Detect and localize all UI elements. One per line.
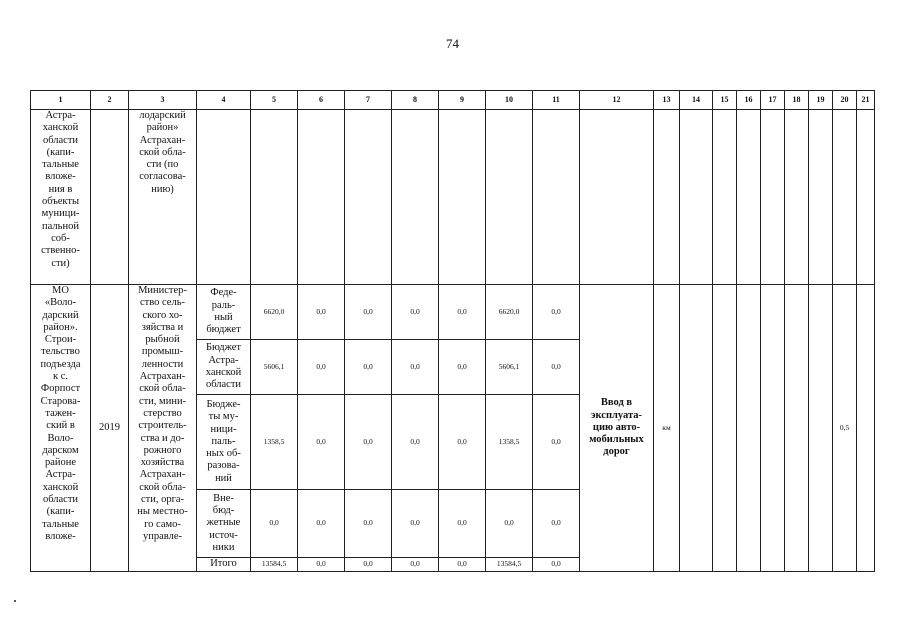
col-header-13: 13 <box>654 91 680 110</box>
empty-cell <box>809 285 833 572</box>
empty-cell <box>737 110 761 285</box>
col-header-6: 6 <box>298 91 345 110</box>
col-header-11: 11 <box>533 91 580 110</box>
page-number: 74 <box>446 36 459 51</box>
funding-row-federal <box>31 285 875 340</box>
amount-cell: 1358,5 <box>486 395 533 490</box>
col-header-15: 15 <box>713 91 737 110</box>
continued-object-name: Астра- ханской области (капи- тальные вложе- ния в объекты муници- пальной соб- ственно- сти) <box>31 110 91 285</box>
amount-cell: 0,0 <box>533 285 580 340</box>
funding-source: Вне- бюд- жетные источ- ники <box>197 490 251 558</box>
amount-cell: 0,0 <box>251 490 298 558</box>
col-header-20: 20 <box>833 91 857 110</box>
amount-cell: 0,0 <box>486 490 533 558</box>
empty-cell <box>785 285 809 572</box>
unit-cell: км <box>654 285 680 572</box>
empty-cell <box>680 110 713 285</box>
empty-cell <box>251 110 298 285</box>
amount-cell: 0,0 <box>439 558 486 572</box>
empty-cell <box>680 285 713 572</box>
amount-cell: 0,0 <box>439 490 486 558</box>
amount-cell: 0,0 <box>298 285 345 340</box>
amount-cell: 0,0 <box>439 395 486 490</box>
empty-cell <box>345 110 392 285</box>
year-cell: 2019 <box>91 285 129 572</box>
amount-cell: 13584,5 <box>251 558 298 572</box>
continued-executor: лодарский район» Астрахан- ской обла- сти (по согласова- нию) <box>129 110 197 285</box>
empty-cell <box>298 110 345 285</box>
amount-cell: 0,0 <box>345 558 392 572</box>
amount-cell: 0,0 <box>392 340 439 395</box>
amount-cell: 0,0 <box>392 395 439 490</box>
col-header-2: 2 <box>91 91 129 110</box>
continued-year-cell <box>91 110 129 285</box>
amount-cell: 0,0 <box>533 340 580 395</box>
col-header-14: 14 <box>680 91 713 110</box>
empty-cell <box>761 110 785 285</box>
col-header-8: 8 <box>392 91 439 110</box>
executor: Министер- ство сель- ского хо- зяйства и рыбной промыш- ленности Астрахан- ской обла- сти, мини- стерство строитель- ства и до- рожного хозяйства Астрахан- ской обла- сти, орга- ны местно- го само- управле- <box>129 285 197 572</box>
col-header-4: 4 <box>197 91 251 110</box>
column-number-row <box>31 91 875 110</box>
amount-cell: 0,0 <box>345 395 392 490</box>
col-header-3: 3 <box>129 91 197 110</box>
funding-source: Бюджет Астра- ханской области <box>197 340 251 395</box>
col-header-10: 10 <box>486 91 533 110</box>
empty-cell <box>809 110 833 285</box>
empty-cell <box>761 285 785 572</box>
amount-cell: 0,0 <box>439 340 486 395</box>
amount-cell: 0,0 <box>298 395 345 490</box>
value-col20: 0,5 <box>833 285 857 572</box>
empty-cell <box>713 285 737 572</box>
amount-cell: 0,0 <box>533 558 580 572</box>
program-table <box>30 90 875 572</box>
col-header-18: 18 <box>785 91 809 110</box>
col-header-17: 17 <box>761 91 785 110</box>
amount-cell: 1358,5 <box>251 395 298 490</box>
funding-source: Феде- раль- ный бюджет <box>197 285 251 340</box>
object-name: МО «Воло- дарский район». Строи- тельство подъезда к с. Форпост Старова- тажен- ский в Воло- дарском районе Астра- ханской области (капи- тальные вложе- <box>31 285 91 572</box>
amount-cell: 0,0 <box>345 285 392 340</box>
empty-cell <box>580 110 654 285</box>
amount-cell: 0,0 <box>533 395 580 490</box>
empty-cell <box>785 110 809 285</box>
amount-cell: 5606,1 <box>486 340 533 395</box>
col-header-16: 16 <box>737 91 761 110</box>
amount-cell: 6620,0 <box>251 285 298 340</box>
col-header-12: 12 <box>580 91 654 110</box>
empty-cell <box>486 110 533 285</box>
empty-cell <box>737 285 761 572</box>
amount-cell: 0,0 <box>439 285 486 340</box>
empty-cell <box>439 110 486 285</box>
empty-cell <box>713 110 737 285</box>
funding-source-total: Итого <box>197 558 251 572</box>
amount-cell: 0,0 <box>392 285 439 340</box>
empty-cell <box>654 110 680 285</box>
amount-cell: 0,0 <box>298 490 345 558</box>
col-header-9: 9 <box>439 91 486 110</box>
empty-cell <box>392 110 439 285</box>
amount-cell: 0,0 <box>392 490 439 558</box>
amount-cell: 0,0 <box>345 340 392 395</box>
funding-source: Бюдже- ты му- ници- паль- ных об- разова- ний <box>197 395 251 490</box>
amount-cell: 6620,0 <box>486 285 533 340</box>
empty-cell <box>857 110 875 285</box>
col-header-7: 7 <box>345 91 392 110</box>
amount-cell: 13584,5 <box>486 558 533 572</box>
amount-cell: 0,0 <box>533 490 580 558</box>
col-header-19: 19 <box>809 91 833 110</box>
amount-cell: 0,0 <box>298 558 345 572</box>
result-indicator: Ввод в эксплуата- цию авто- мобильных дорог <box>580 285 654 572</box>
empty-cell <box>533 110 580 285</box>
col-header-5: 5 <box>251 91 298 110</box>
amount-cell: 5606,1 <box>251 340 298 395</box>
col-header-21: 21 <box>857 91 875 110</box>
col-header-1: 1 <box>31 91 91 110</box>
empty-cell <box>197 110 251 285</box>
continuation-row <box>31 110 875 285</box>
amount-cell: 0,0 <box>392 558 439 572</box>
scan-speck <box>14 600 16 602</box>
empty-cell <box>833 110 857 285</box>
amount-cell: 0,0 <box>345 490 392 558</box>
empty-cell <box>857 285 875 572</box>
amount-cell: 0,0 <box>298 340 345 395</box>
